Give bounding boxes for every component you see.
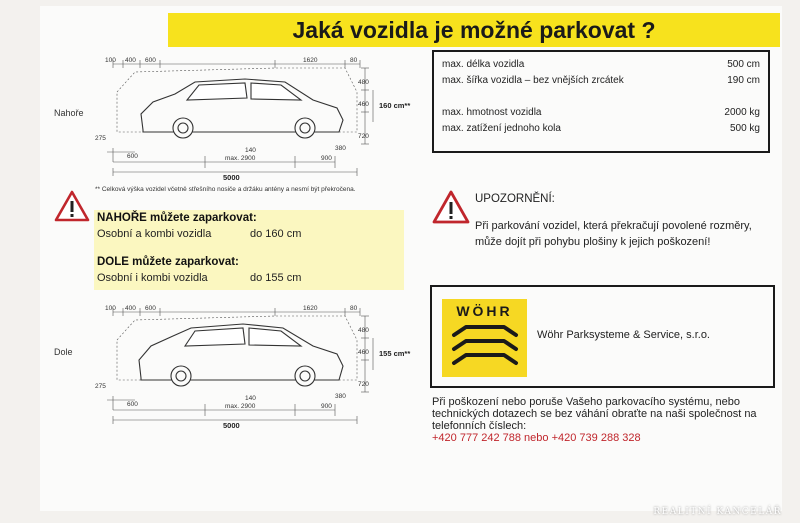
spec-value: 190 cm — [727, 75, 760, 86]
warning-triangle-icon — [54, 190, 90, 222]
watermark: REALITNÍ KANCELÁŘ — [653, 507, 782, 517]
lower-total-length: 5000 — [223, 421, 240, 430]
spec-row-wheel-load — [442, 123, 760, 134]
lower-dim-right-3: 720 — [358, 381, 369, 388]
upper-dim-top-4: 1620 — [303, 57, 318, 64]
caution-triangle-icon — [432, 190, 470, 224]
lower-dim-top-5: 80 — [350, 305, 358, 312]
logo-wordmark: WÖHR — [456, 303, 513, 319]
upper-dim-bottom-6: 900 — [321, 155, 332, 162]
spec-row-length — [442, 59, 760, 70]
upper-dim-bottom-3: 140 — [245, 147, 256, 154]
warning-title: UPOZORNĚNÍ: — [475, 193, 555, 205]
row-label-upper: Nahoře — [54, 108, 84, 118]
parking-levels-icon — [450, 323, 520, 373]
spec-value: 2000 kg — [724, 107, 760, 118]
spec-label: max. hmotnost vozidla — [442, 107, 542, 118]
spec-label: max. zatížení jednoho kola — [442, 123, 561, 134]
page-title: Jaká vozidla je možné parkovat ? — [168, 13, 780, 47]
spec-label: max. délka vozidla — [442, 59, 525, 70]
upper-parking-text: Osobní a kombi vozidla — [97, 228, 212, 240]
lower-parking-limit: do 155 cm — [250, 272, 302, 284]
lower-dim-top-1: 100 — [105, 305, 116, 312]
spec-label: max. šířka vozidla – bez vnějších zrcátek — [442, 75, 624, 86]
contact-info — [432, 396, 772, 444]
lower-dim-bottom-2: 600 — [127, 401, 138, 408]
lower-parking-heading: DOLE můžete zaparkovat: — [97, 256, 239, 268]
warning-text: Při parkování vozidel, která překračují povolené rozměry, může dojít při pohybu plošiny k jejich poškození! — [475, 220, 752, 248]
company-box — [430, 285, 775, 388]
upper-dim-right-2: 460 — [358, 101, 369, 108]
upper-total-length: 5000 — [223, 173, 240, 182]
upper-dim-bottom-2: 600 — [127, 153, 138, 160]
height-footnote: ** Celková výška vozidel včetně střešního nosiče a držáku antény a nesmí být překročena. — [95, 186, 356, 193]
row-label-lower: Dole — [54, 347, 73, 357]
phone-numbers[interactable]: +420 777 242 788 nebo +420 739 288 328 — [432, 432, 641, 444]
lower-dim-bottom-3: 140 — [245, 395, 256, 402]
upper-dim-bottom-4: 380 — [335, 145, 346, 152]
lower-dim-right-2: 460 — [358, 349, 369, 356]
contact-text: Při poškození nebo poruše Vašeho parkovacího systému, nebo technických dotazech se bez váhání obraťte na naši společnost na telefonních číslech: — [432, 396, 757, 432]
upper-car-dimension-diagram — [95, 52, 425, 182]
upper-dim-bottom-1: 275 — [95, 135, 106, 142]
upper-dim-top-5: 80 — [350, 57, 358, 64]
lower-car-dimension-diagram — [95, 300, 425, 430]
lower-dim-right-1: 480 — [358, 327, 369, 334]
woehr-logo — [442, 299, 527, 377]
lower-dim-bottom-1: 275 — [95, 383, 106, 390]
spec-row-weight — [442, 107, 760, 118]
upper-height-label: 160 cm** — [379, 101, 411, 110]
lower-dim-top-3: 600 — [145, 305, 156, 312]
spec-value: 500 kg — [729, 123, 760, 134]
parking-limits-box — [94, 210, 404, 290]
lower-dim-bottom-5: max. 2900 — [225, 403, 256, 410]
upper-dim-right-1: 480 — [358, 79, 369, 86]
upper-dim-top-2: 400 — [125, 57, 136, 64]
lower-dim-bottom-6: 900 — [321, 403, 332, 410]
lower-dim-top-4: 1620 — [303, 305, 318, 312]
vehicle-limits-table — [432, 50, 770, 153]
spec-row-width — [442, 75, 760, 86]
lower-dim-top-2: 400 — [125, 305, 136, 312]
lower-parking-text: Osobní i kombi vozidla — [97, 272, 208, 284]
upper-dim-bottom-5: max. 2900 — [225, 155, 256, 162]
spec-value: 500 cm — [727, 59, 760, 70]
upper-dim-top-3: 600 — [145, 57, 156, 64]
upper-dim-top-1: 100 — [105, 57, 116, 64]
upper-parking-limit: do 160 cm — [250, 228, 302, 240]
lower-dim-bottom-4: 380 — [335, 393, 346, 400]
upper-dim-right-3: 720 — [358, 133, 369, 140]
company-name: Wöhr Parksysteme & Service, s.r.o. — [537, 329, 710, 341]
upper-parking-heading: NAHOŘE můžete zaparkovat: — [97, 212, 257, 224]
lower-height-label: 155 cm** — [379, 349, 411, 358]
